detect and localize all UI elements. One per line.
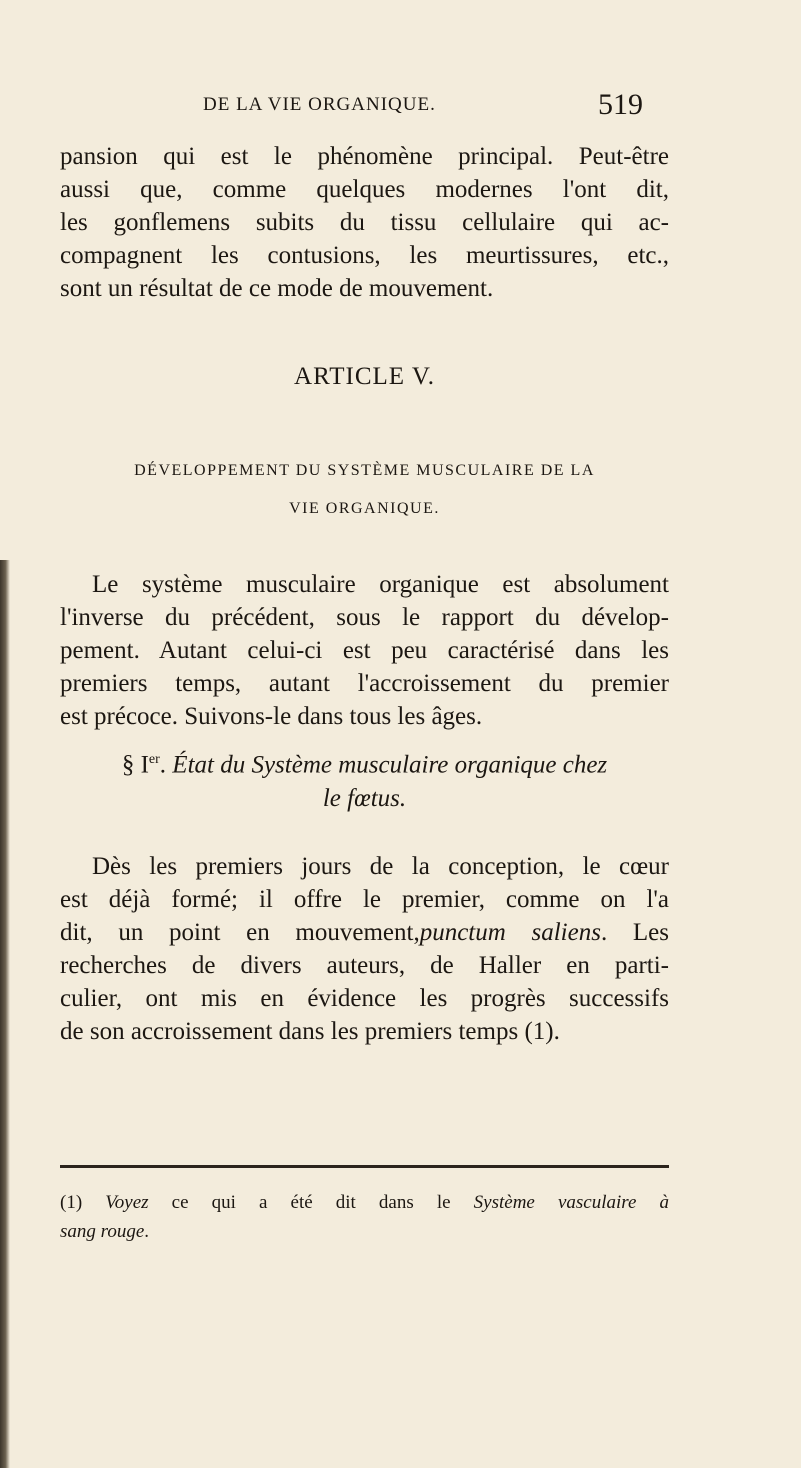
text-line: l'inverse du précédent, sous le rapport du dévelop- bbox=[60, 604, 669, 631]
article-subtitle bbox=[60, 452, 669, 528]
text-line: compagnent les contusions, les meurtissures, etc., bbox=[60, 242, 669, 269]
section-heading-line bbox=[60, 743, 669, 782]
paragraph-continuation bbox=[60, 140, 669, 305]
text-line: les gonflemens subits du tissu cellulaire qui ac- bbox=[60, 209, 669, 236]
text-line: Le système musculaire organique est absolument bbox=[92, 571, 669, 598]
section-heading bbox=[60, 743, 669, 816]
section-mark: § I bbox=[121, 751, 149, 779]
section-title-continued: le fœtus. bbox=[322, 785, 407, 813]
footnote-reference-title: Système vasculaire à bbox=[473, 1192, 670, 1213]
text-line: culier, ont mis en évidence les progrès successifs bbox=[60, 985, 669, 1012]
text-line: pement. Autant celui-ci est peu caractérisé dans les bbox=[60, 637, 669, 664]
article-subtitle-line: DÉVELOPPEMENT DU SYSTÈME MUSCULAIRE DE LA bbox=[134, 462, 595, 479]
paragraph-intro bbox=[60, 568, 669, 733]
page-edge-shadow bbox=[0, 560, 10, 1468]
article-subtitle-line: VIE ORGANIQUE. bbox=[289, 500, 440, 517]
section-mark-superscript: er bbox=[148, 752, 160, 767]
article-title: ARTICLE V. bbox=[294, 363, 435, 390]
text-line: pansion qui est le phénomène principal. Peut-être bbox=[60, 143, 669, 170]
text-segment: . Les bbox=[600, 919, 669, 946]
text-line: sont un résultat de ce mode de mouvement. bbox=[60, 275, 494, 302]
text-line: aussi que, comme quelques modernes l'ont dit, bbox=[60, 176, 669, 203]
page-header bbox=[118, 88, 643, 122]
latin-phrase: punctum saliens bbox=[419, 919, 601, 946]
running-head: DE LA VIE ORGANIQUE. bbox=[203, 94, 436, 115]
paragraph-foetus bbox=[60, 850, 669, 1048]
footnote-line bbox=[60, 1188, 669, 1217]
text-line: est précoce. Suivons-le dans tous les âges. bbox=[60, 703, 483, 730]
footnote-voyez: Voyez bbox=[105, 1192, 149, 1213]
footnote-divider bbox=[60, 1165, 669, 1168]
text-line: Dès les premiers jours de la conception, le cœur bbox=[92, 853, 669, 880]
section-title: État du Système musculaire organique chez bbox=[172, 751, 608, 779]
page-number: 519 bbox=[598, 88, 643, 121]
text-segment: dit, un point en mouvement, bbox=[60, 919, 420, 946]
footnote-marker: (1) bbox=[60, 1192, 106, 1213]
text-line: recherches de divers auteurs, de Haller en parti- bbox=[60, 952, 669, 979]
footnote-line bbox=[60, 1217, 669, 1246]
text-line: est déjà formé; il offre le premier, comme on l'a bbox=[60, 886, 669, 913]
text-line bbox=[60, 916, 669, 949]
footnote-reference-title-continued: sang rouge bbox=[60, 1221, 145, 1242]
text-line: de son accroissement dans les premiers temps (1). bbox=[60, 1018, 560, 1045]
text-line: premiers temps, autant l'accroissement du premier bbox=[60, 670, 669, 697]
section-mark-period: . bbox=[159, 751, 173, 779]
footnote-end: . bbox=[144, 1221, 150, 1242]
footnote-text: ce qui a été dit dans le bbox=[148, 1192, 474, 1213]
footnote bbox=[60, 1188, 669, 1246]
